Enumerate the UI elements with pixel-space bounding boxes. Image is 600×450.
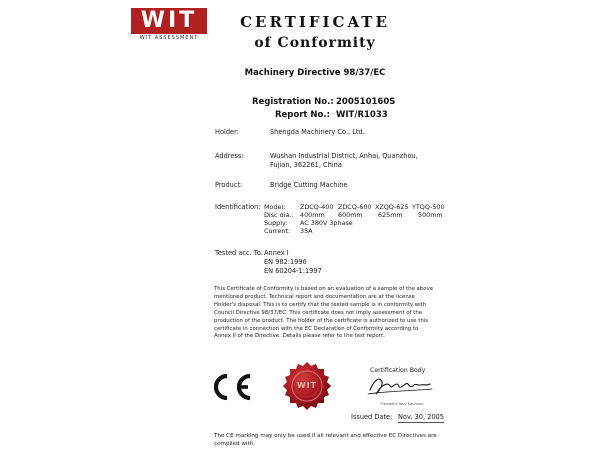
address-line1: Wushan Industrial District, Anhai, Quanzhou, xyxy=(270,152,418,160)
directive-heading: Machinery Directive 98/37/EC xyxy=(244,68,386,78)
registration-value: 200510160S xyxy=(336,97,396,107)
tested-line1: Annex I xyxy=(264,249,289,257)
issued-date-value: Nov. 30, 2005 xyxy=(398,413,444,421)
current-label: Current: xyxy=(264,227,291,235)
statement-line: Annex II of the Directive. Details please refer to the test report. xyxy=(214,333,385,340)
registration-label: Registration No.: xyxy=(252,97,334,107)
model-cell: ZDCQ-400 xyxy=(300,203,334,211)
statement-line: certificate in connection with the EC Declaration of Conformity according to xyxy=(214,325,419,332)
holder-label: Holder: xyxy=(215,128,239,136)
address-line2: Fujian, 362261, China xyxy=(270,161,342,169)
logo-tagline: WIT ASSESSMENT xyxy=(139,35,199,41)
issued-date-label: Issued Date: xyxy=(351,413,393,421)
disc-cell: 625mm xyxy=(378,211,403,219)
product-value: Bridge Cutting Machine xyxy=(270,181,348,189)
tested-line3: EN 60204-1:1997 xyxy=(264,267,322,275)
footer-line: complied with. xyxy=(214,441,256,447)
statement-line: mentioned product. Technical report and documentation are at the license xyxy=(214,293,415,300)
report-label: Report No.: xyxy=(274,110,330,120)
current-value: 35A xyxy=(300,227,313,235)
model-cell: XZQQ-625 xyxy=(375,203,409,211)
model-cell: YTQQ-500 xyxy=(412,203,445,211)
report-value: WIT/R1033 xyxy=(336,110,388,120)
address-label: Address: xyxy=(215,152,244,160)
disc-cell: 600mm xyxy=(338,211,363,219)
certification-body-label: Certification Body xyxy=(370,367,426,374)
statement-line: production of the product. The holder of the certificate is authorized to use this xyxy=(214,317,429,324)
ce-mark-icon xyxy=(208,372,254,402)
holder-value: Shengda Machinery Co., Ltd. xyxy=(270,128,365,136)
seal-letters: WIT xyxy=(296,381,318,390)
footer-line: The CE marking may only be used if all relevant and effective EC Directives are xyxy=(214,433,437,439)
certificate-subtitle: of Conformity xyxy=(254,35,376,51)
model-cell: ZDCQ-600 xyxy=(338,203,372,211)
certificate-title: CERTIFICATE xyxy=(240,13,390,31)
tested-label: Tested acc. To: xyxy=(215,249,263,257)
disc-label: Disc dia.: xyxy=(264,211,294,219)
disc-cell: 500mm xyxy=(418,211,443,219)
statement-line: This Certificate of Conformity is based on an evaluation of a sample of the above xyxy=(214,286,434,292)
product-label: Product: xyxy=(215,181,243,189)
logo-letters: WIT xyxy=(140,8,198,33)
tested-line2: EN 982:1996 xyxy=(264,258,307,266)
signature-icon xyxy=(364,372,436,398)
wit-logo xyxy=(131,8,207,42)
supply-value: AC 380V 3phase xyxy=(300,219,353,227)
disc-cell: 400mm xyxy=(300,211,325,219)
signature-caption: President Tony Kaufman xyxy=(380,402,424,406)
statement-line: Council Directive 98/37/EC. This certificate does not imply assessment of the xyxy=(214,309,423,316)
supply-label: Supply: xyxy=(264,219,288,227)
identification-label: Identification: xyxy=(215,203,261,211)
ce-footer-note xyxy=(214,432,454,448)
model-label: Model: xyxy=(264,203,286,211)
conformity-statement xyxy=(214,286,446,341)
statement-line: Holder's disposal. This is to certify that the tested sample is in conformity with xyxy=(214,301,427,308)
